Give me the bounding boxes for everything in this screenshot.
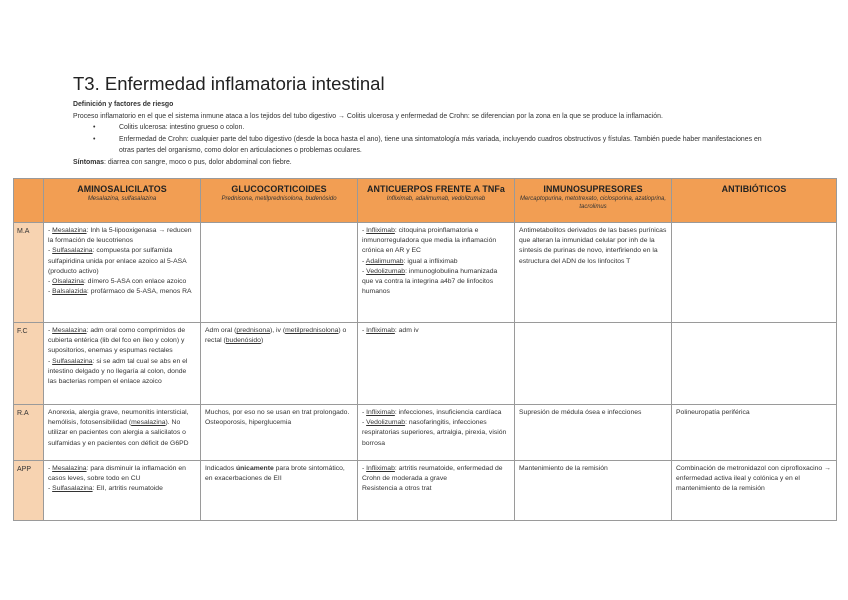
cell-text: - [48, 485, 53, 493]
cell-text: ) o rectal ( [205, 327, 347, 345]
table-cell [358, 323, 515, 405]
table-cell [672, 405, 837, 461]
cell-line [519, 226, 667, 267]
drug-name: Vedolizumab [366, 419, 406, 427]
cell-text: : nasofaringitis, infecciones respiratorias superiores, artralgia, pirexia, visión borrosa [362, 419, 507, 447]
cell-line [205, 326, 353, 346]
cell-line [362, 464, 510, 484]
cell-text: - [362, 465, 367, 472]
drug-table [13, 178, 837, 521]
table-cell [515, 223, 672, 323]
cell-text: Resistencia a otros trat [362, 485, 432, 493]
cell-text: Polineuropatía periférica [676, 409, 750, 416]
cell-line [362, 326, 510, 336]
table-cell [515, 323, 672, 405]
drug-name: Mesalazina [52, 465, 87, 472]
col-header [358, 179, 515, 223]
cell-text: ). No utilizar en pacientes con alergia a salicilatos o sulfamidas y en pacientes con déficit de G6PD [48, 419, 189, 447]
col-header [201, 179, 358, 223]
cell-line [48, 277, 196, 287]
cell-text: : si se adm tal cual se abs en el intestino delgado y no llegaría al colon, donde las bacterias rompen el enlace azoico [48, 357, 188, 386]
cell-text: - [362, 267, 367, 275]
cell-text: : infecciones, insuficiencia cardíaca [394, 409, 502, 416]
cell-text: - [48, 465, 53, 472]
cell-text: : para disminuir la inflamación en casos leves, sobre todo en CU [48, 465, 186, 483]
cell-text: : profármaco de 5-ASA, menos RA [86, 288, 192, 296]
section-heading: Definición y factores de riesgo [73, 101, 174, 108]
col-title: ANTIBIÓTICOS [721, 184, 787, 194]
cell-text: - [362, 227, 367, 234]
cell-line [519, 464, 667, 474]
cell-text: - [48, 288, 53, 296]
cell-text: : inmunoglobulina humanizada que va contra la integrina a4b7 de linfocitos humanos [362, 267, 498, 296]
row-label: APP [14, 461, 44, 521]
cell-text: ) [260, 337, 264, 345]
cell-text: ), iv ( [270, 327, 286, 334]
cell-text: - [362, 419, 367, 427]
drug-name: Balsalazida [52, 288, 87, 296]
table-cell [358, 405, 515, 461]
table-row [14, 223, 837, 323]
drug-name: Mesalazina [52, 227, 87, 234]
bullet-item: • Enfermedad de Crohn: cualquier parte del tubo digestivo (desde la boca hasta el ano), tiene una sintomatología más variada, incluyendo cuadros obstructivos y fístulas. También puede haber manifestaciones en otras partes del organismo, como dolor en articulaciones o problemas oculares. [119, 134, 773, 157]
col-subtitle: Mesalazina, sulfasalazina [87, 196, 157, 202]
cell-line [519, 408, 667, 418]
table-cell [672, 323, 837, 405]
definition-text: Proceso inflamatorio en el que el sistema inmune ataca a los tejidos del tubo digestivo → Colitis ulcerosa y enfermedad de Crohn: se diferencian por la zona en la que se produce la inflamación. [73, 112, 663, 120]
drug-name: Infliximab [366, 409, 395, 416]
col-subtitle: Prednisona, metilprednisolona, budenósido [221, 196, 337, 202]
cell-line [676, 464, 832, 495]
table-row [14, 461, 837, 521]
table-cell [515, 405, 672, 461]
cell-line [362, 267, 510, 298]
bullet-item: • Colitis ulcerosa: intestino grueso o colon. [119, 122, 773, 134]
table-cell [44, 323, 201, 405]
drug-name: Mesalazina [52, 327, 87, 334]
drug-name: Sulfasalazina [52, 247, 93, 255]
drug-name: Adalimumab [365, 257, 404, 265]
drug-name: Infliximab [366, 465, 395, 472]
drug-name: Sulfasalazina [52, 485, 93, 493]
table-cell [44, 223, 201, 323]
cell-text: Mantenimiento de la remisión [519, 465, 608, 472]
cell-line [48, 226, 196, 246]
cell-text: : citoquina proinflamatoria e inmunorreguladora que media la inflamación crónica en AR y EC [362, 227, 497, 255]
symptoms-text: : diarrea con sangre, moco o pus, dolor abdominal con fiebre. [104, 158, 292, 166]
cell-line [205, 408, 353, 428]
table-cell [201, 405, 358, 461]
drug-name: Sulfasalazina [52, 357, 93, 365]
cell-text: - [362, 257, 366, 265]
row-label: R.A [14, 405, 44, 461]
cell-line [48, 287, 196, 297]
table-cell [358, 223, 515, 323]
table-row [14, 405, 837, 461]
col-header [44, 179, 201, 223]
drug-name: Olsalazina [52, 278, 84, 286]
cell-text: : compuesta por sulfamida sulfapiridina unida por enlace azoico al 5-ASA (producto activo) [48, 247, 187, 275]
cell-text: - [48, 278, 53, 286]
col-subtitle: Infliximab, adalimumab, vedolizumab [386, 196, 486, 202]
cell-text: - [362, 327, 367, 334]
col-title: AMINOSALICILATOS [77, 184, 167, 194]
cell-line [205, 464, 353, 484]
cell-line [48, 246, 196, 277]
cell-text: Combinación de metronidazol con ciprofloxacino → enfermedad activa ileal y colónica y en el mantenimiento de la remisión [676, 465, 831, 493]
cell-text: - [362, 409, 367, 416]
cell-text: para brote sintomático, en exacerbaciones de EII [205, 465, 345, 483]
col-header [515, 179, 672, 223]
cell-line [362, 408, 510, 418]
row-label: M.A [14, 223, 44, 323]
cell-text: : Inh la 5-lipooxigenasa → reducen la formación de leucotrienos [48, 227, 192, 245]
table-cell [44, 405, 201, 461]
drug-name: Infliximab [366, 327, 395, 334]
cell-text: - [48, 227, 53, 234]
cell-line [48, 408, 196, 449]
emphasis-text: únicamente [235, 465, 274, 472]
col-subtitle: Mercaptopurina, metotrexato, ciclosporina, azatioprina, tacrolimus [519, 196, 667, 210]
table-cell [672, 223, 837, 323]
drug-name: mesalazina [131, 419, 166, 427]
table-corner [14, 179, 44, 223]
table-cell [44, 461, 201, 521]
table-cell [672, 461, 837, 521]
cell-text: : adm oral como comprimidos de cubierta entérica (lib del fco en íleo y colon) y supositorios, enemas y espumas rectales [48, 327, 186, 355]
drug-name: budenósido [225, 337, 261, 345]
bullet-list [73, 122, 773, 157]
col-title: GLUCOCORTICOIDES [231, 184, 327, 194]
intro-section [73, 99, 773, 168]
cell-text: - [48, 357, 53, 365]
cell-text: Indicados [205, 465, 236, 472]
cell-line [676, 408, 832, 418]
drug-name: metilprednisolona [285, 327, 339, 334]
cell-line [362, 484, 510, 494]
table-cell [358, 461, 515, 521]
cell-text: : adm iv [394, 327, 419, 334]
cell-line [48, 357, 196, 388]
table-cell [515, 461, 672, 521]
cell-text: Antimetabolitos derivados de las bases purínicas que alteran la inmunidad celular por inh de la síntesis de purinas de novo, interfiriendo en la estructura del ADN de los linfocitos T [519, 227, 667, 265]
drug-name: Vedolizumab [366, 267, 406, 275]
drug-name: prednisona [236, 327, 270, 334]
cell-line [362, 226, 510, 257]
cell-line [48, 326, 196, 357]
cell-text: : artritis reumatoide, enfermedad de Crohn de moderada a grave [362, 465, 503, 483]
cell-text: Supresión de médula ósea e infecciones [519, 409, 642, 416]
cell-text: Anorexia, alergia grave, neumonitis intersticial, hemólisis, fotosensibilidad ( [48, 409, 189, 427]
cell-line [48, 484, 196, 494]
table-cell [201, 223, 358, 323]
cell-line [48, 464, 196, 484]
cell-text: : EII, artritis reumatoide [92, 485, 163, 493]
col-header [672, 179, 837, 223]
cell-text: Muchos, por eso no se usan en trat prolongado. Osteoporosis, hiperglucemia [205, 409, 350, 427]
cell-text: Adm oral ( [205, 327, 237, 334]
table-cell [201, 323, 358, 405]
cell-text: - [48, 247, 53, 255]
col-title: ANTICUERPOS FRENTE A TNFa [367, 184, 505, 194]
col-title: INMUNOSUPRESORES [543, 184, 643, 194]
table-row [14, 323, 837, 405]
cell-text: - [48, 327, 53, 334]
drug-name: Infliximab [366, 227, 395, 234]
cell-line [362, 418, 510, 449]
page-title: T3. Enfermedad inflamatoria intestinal [73, 73, 385, 94]
table-cell [201, 461, 358, 521]
symptoms-label: Síntomas [73, 158, 105, 166]
cell-text: : dímero 5-ASA con enlace azoico [83, 278, 187, 286]
symptoms-line [73, 157, 773, 169]
cell-text: : igual a infliximab [403, 257, 458, 265]
row-label: F.C [14, 323, 44, 405]
cell-line [362, 257, 510, 267]
